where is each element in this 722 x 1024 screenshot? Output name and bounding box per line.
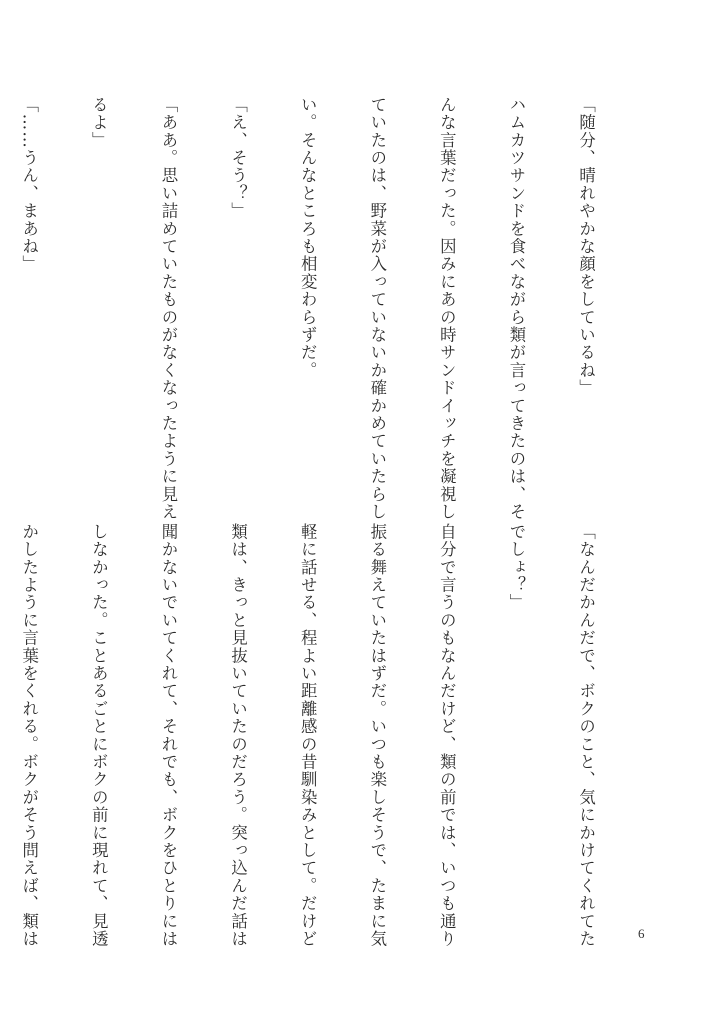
text-line: しなかった。ことあるごとにボクの前に現れて、見透 [89,523,109,948]
text-line: かしたように言葉をくれる。ボクがそう問えば、類は [19,523,39,948]
text-line: 「ああ。思い詰めていたものがなくなったように見え [158,96,178,521]
page-number: 6 [638,926,645,941]
text-line: 自分で言うのもなんだけど、類の前では、いつも通り [437,523,457,948]
text-line: ハムカツサンドを食べながら類が言ってきたのは、そ [506,96,526,521]
text-line: んな言葉だった。因みにあの時サンドイッチを凝視し [437,96,457,521]
text-line: 軽に話せる、程よい距離感の昔馴染みとして。だけど [298,523,318,948]
text-line: 聞かないでいてくれて、それでも、ボクをひとりには [158,523,178,948]
text-block-top [19,96,644,521]
text-line: でしょ？」 [506,523,526,612]
text-line: るよ」 [89,96,109,150]
text-line: 「え、そう？」 [228,96,248,220]
text-line: い。そんなところも相変わらずだ。 [298,96,318,380]
text-line: 振る舞えていたはずだ。いつも楽しそうで、たまに気 [367,523,387,948]
text-block-bottom [19,523,644,948]
text-line: 「……うん、まあね」 [19,96,39,273]
text-line: ていたのは、野菜が入っていないか確かめていたらし [367,96,387,521]
text-line: 「なんだかんだで、ボクのこと、気にかけてくれてた [576,523,596,948]
text-line: 「随分、晴れやかな顔をしているね」 [576,96,596,397]
text-line: 類は、きっと見抜いていたのだろう。突っ込んだ話は [228,523,248,948]
